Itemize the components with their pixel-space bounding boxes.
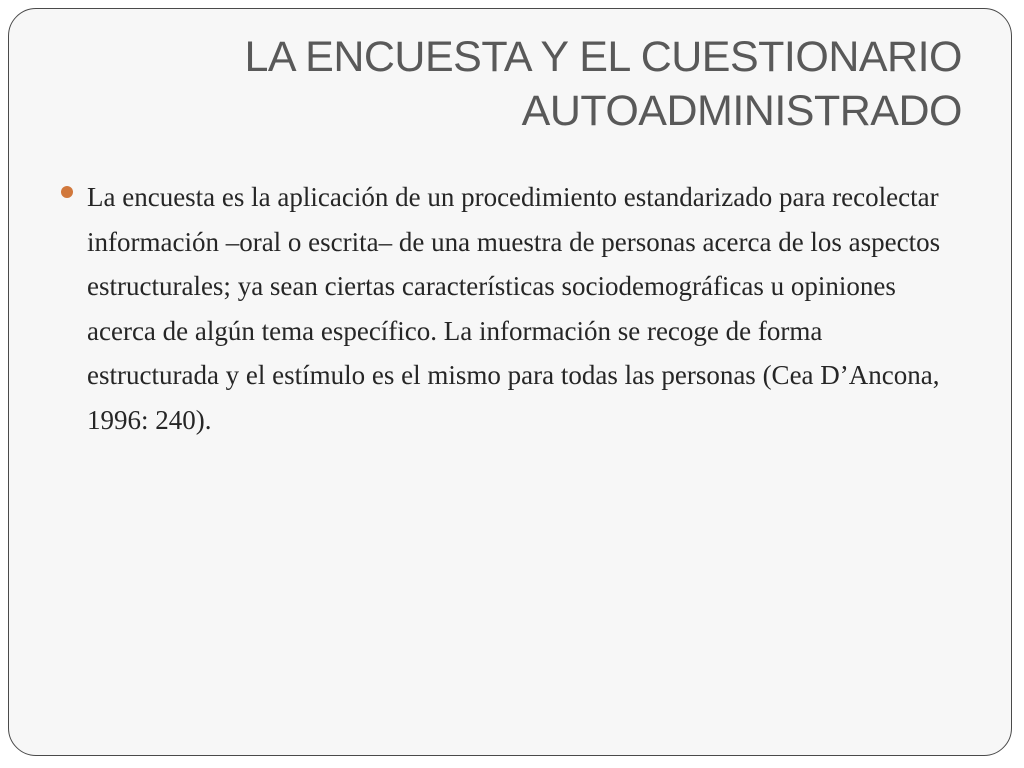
bullet-text: La encuesta es la aplicación de un procedimiento estandarizado para recolectar información –oral o escrita– de una muestra de personas acerca de los aspectos estructurales; ya sean ciertas características sociodemográficas u opiniones acerca de algún tema específico. La información se recoge de forma estructurada y el estímulo es el mismo para todas las personas (Cea D’Ancona, 1996: 240). [87,182,941,435]
slide-title [102,30,962,138]
title-line-1: LA ENCUESTA Y EL CUESTIONARIO [244,33,962,81]
bullet-dot-icon [61,186,73,198]
bullet-list [60,175,960,442]
title-line-2: AUTOADMINISTRADO [521,87,962,135]
bullet-item [60,175,960,442]
